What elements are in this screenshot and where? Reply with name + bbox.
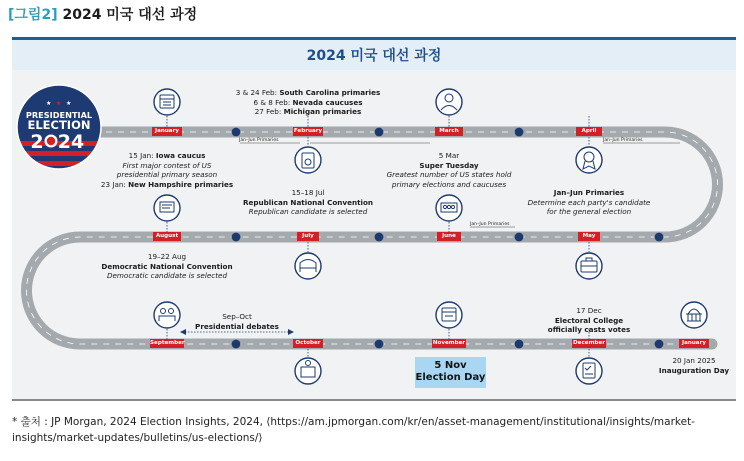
event-electoral-college: 17 Dec Electoral College officially casts votes	[547, 306, 631, 335]
month-tag-january-2025: January	[679, 339, 709, 348]
month-tag-may: May	[578, 232, 600, 241]
presidential-election-logo	[17, 85, 101, 169]
arrow-right	[288, 329, 294, 335]
month-tag-november: November	[432, 340, 466, 346]
month-tag-december: December	[573, 340, 605, 346]
banner-title: 2024 미국 대선 과정	[306, 48, 442, 64]
month-tag-july: July	[297, 232, 319, 241]
source-footnote: * 출처 : JP Morgan, 2024 Election Insights, 2024, ⟨https://am.jpmorgan.com/kr/en/asset-management/institutional/insights/market-insights/market-updates/bulletins/us-elections/⟩	[12, 416, 695, 444]
event-republican-convention: 15–18 Jul Republican National Convention Republican candidate is selected	[242, 188, 374, 217]
month-tag-april: April	[576, 127, 602, 136]
event-super-tuesday: 5 Mar Super Tuesday Greatest number of US states hold primary elections and caucuses	[386, 151, 512, 189]
month-tag-february: February	[293, 128, 323, 134]
arrow-left	[180, 329, 186, 335]
stage-label: Jan–Jun Primaries	[470, 222, 510, 227]
event-iowa-caucus: 15 Jan: Iowa caucus First major contest of US presidential primary season 23 Jan: New Hampshire primaries	[100, 151, 234, 189]
election-day-title: Election Day	[415, 372, 486, 383]
logo-year-b: 24	[57, 131, 85, 153]
logo-year-a: 2	[30, 131, 44, 153]
svg-text:★: ★	[66, 100, 72, 107]
stage-label: Jan–Jun Primaries	[239, 138, 279, 143]
election-day-box	[415, 357, 486, 388]
event-inauguration-day: 20 Jan 2025 Inauguration Day	[658, 356, 730, 375]
svg-text:★: ★	[56, 100, 62, 107]
election-day-date: 5 Nov	[434, 360, 467, 371]
figure-title: 2024 미국 대선 과정	[62, 7, 198, 23]
logo-line2: ELECTION	[27, 118, 91, 132]
month-tag-august: August	[153, 232, 181, 241]
logo-line1: PRESIDENTIAL	[25, 110, 93, 120]
event-primaries: Jan–Jun Primaries Determine each party's candidate for the general election	[527, 188, 651, 217]
month-tag-october: October	[293, 339, 323, 348]
stage-label: Jan–Jun Primaries	[603, 138, 643, 143]
svg-text:★: ★	[46, 100, 52, 107]
month-tag-june: June	[437, 232, 461, 241]
event-presidential-debates: Sep–Oct Presidential debates	[195, 312, 279, 331]
month-tag-january: January	[152, 127, 182, 136]
month-tag-september: September	[150, 340, 185, 346]
figure-number: [그림2]	[8, 7, 58, 23]
event-democratic-convention: 19–22 Aug Democratic National Convention Democratic candidate is selected	[101, 252, 233, 281]
month-tag-march: March	[435, 127, 463, 136]
event-feb-primaries: 3 & 24 Feb: South Carolina primaries 6 & 8 Feb: Nevada caucuses 27 Feb: Michigan primaries	[235, 88, 381, 117]
